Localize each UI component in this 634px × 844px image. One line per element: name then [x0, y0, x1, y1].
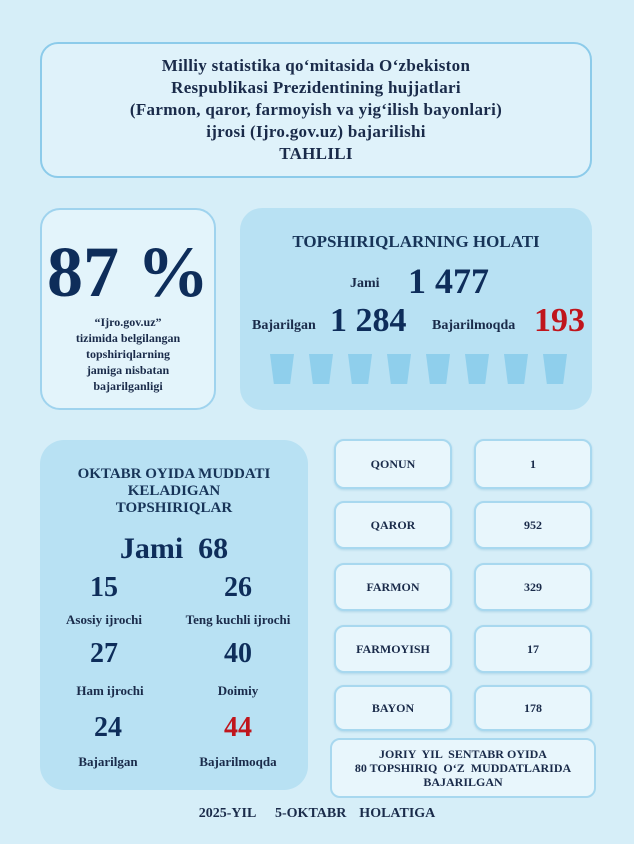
- october-total: Jami 68: [119, 532, 229, 565]
- desc-line-2: tizimida belgilangan: [75, 331, 181, 345]
- title-line-1: Milliy statistika qo‘mitasida O‘zbekiston: [161, 56, 471, 75]
- co-executor-value: 27: [90, 638, 118, 669]
- cup-icon: [270, 354, 294, 384]
- decorative-cups: [268, 354, 568, 386]
- report-title-box: [40, 42, 592, 178]
- oct-title-line-3: TOPSHIRIQLAR: [115, 500, 233, 516]
- equal-executor-label: Teng kuchli ijrochi: [185, 612, 291, 627]
- completion-percent-card: [40, 208, 216, 410]
- cup-icon: [426, 354, 450, 384]
- done-value: 1 284: [330, 302, 407, 339]
- september-note: [330, 738, 596, 798]
- done-label: Bajarilgan: [252, 318, 316, 333]
- desc-line-5: bajarilganligi: [93, 379, 163, 393]
- note-line-2: 80 TOPSHIRIQ O‘Z MUDDATLARIDA: [354, 761, 572, 775]
- doctype-name-farmon: FARMON: [334, 563, 452, 611]
- total-value: 1 477: [408, 261, 489, 301]
- oct-inprogress-value: 44: [224, 712, 252, 743]
- doctype-name-bayon: BAYON: [334, 685, 452, 731]
- total-label: Jami: [350, 276, 380, 291]
- note-line-3: BAJARILGAN: [423, 775, 503, 789]
- note-line-1: JORIY YIL SENTABR OYIDA: [379, 747, 547, 761]
- desc-line-3: topshiriqlarning: [85, 347, 171, 361]
- main-executor-value: 15: [90, 572, 118, 603]
- doctype-count-farmon: 329: [474, 563, 592, 611]
- title-line-3: (Farmon, qaror, farmoyish va yig‘ilish bayonlari): [129, 100, 503, 119]
- oct-title-line-1: OKTABR OYIDA MUDDATI: [77, 466, 271, 482]
- cup-icon: [504, 354, 528, 384]
- doctype-count-farmoyish: 17: [474, 625, 592, 673]
- inprogress-label: Bajarilmoqda: [432, 318, 516, 333]
- oct-done-label: Bajarilgan: [78, 754, 138, 769]
- equal-executor-value: 26: [224, 572, 252, 603]
- oct-done-value: 24: [94, 712, 122, 743]
- title-line-5: TAHLILI: [279, 144, 353, 163]
- permanent-label: Doimiy: [217, 683, 259, 698]
- inprogress-value: 193: [534, 302, 585, 339]
- doctype-count-qaror: 952: [474, 501, 592, 549]
- october-tasks-title: [40, 466, 308, 517]
- title-line-2: Respublikasi Prezidentining hujjatlari: [171, 78, 461, 97]
- main-executor-label: Asosiy ijrochi: [66, 612, 142, 627]
- task-status-card: [240, 208, 592, 410]
- cup-icon: [543, 354, 567, 384]
- desc-line-4: jamiga nisbatan: [86, 363, 170, 377]
- oct-title-line-2: KELADIGAN: [127, 483, 221, 499]
- october-tasks-card: [40, 440, 308, 790]
- permanent-value: 40: [224, 638, 252, 669]
- doctype-name-qaror: QAROR: [334, 501, 452, 549]
- cup-icon: [348, 354, 372, 384]
- cup-icon: [387, 354, 411, 384]
- cup-icon: [465, 354, 489, 384]
- report-date-footer: 2025-YIL 5-OKTABR HOLATIGA: [198, 806, 436, 821]
- task-status-title: TOPSHIRIQLARNING HOLATI: [292, 232, 540, 251]
- title-line-4: ijrosi (Ijro.gov.uz) bajarilishi: [206, 122, 426, 141]
- doctype-count-bayon: 178: [474, 685, 592, 731]
- doctype-count-qonun: 1: [474, 439, 592, 489]
- doctype-name-farmoyish: FARMOYISH: [334, 625, 452, 673]
- doctype-name-qonun: QONUN: [334, 439, 452, 489]
- desc-line-1: “Ijro.gov.uz”: [94, 315, 162, 329]
- completion-percent-value: 87 %: [47, 232, 209, 312]
- oct-inprogress-label: Bajarilmoqda: [199, 754, 277, 769]
- cup-icon: [309, 354, 333, 384]
- co-executor-label: Ham ijrochi: [76, 683, 144, 698]
- completion-percent-description: [42, 314, 214, 394]
